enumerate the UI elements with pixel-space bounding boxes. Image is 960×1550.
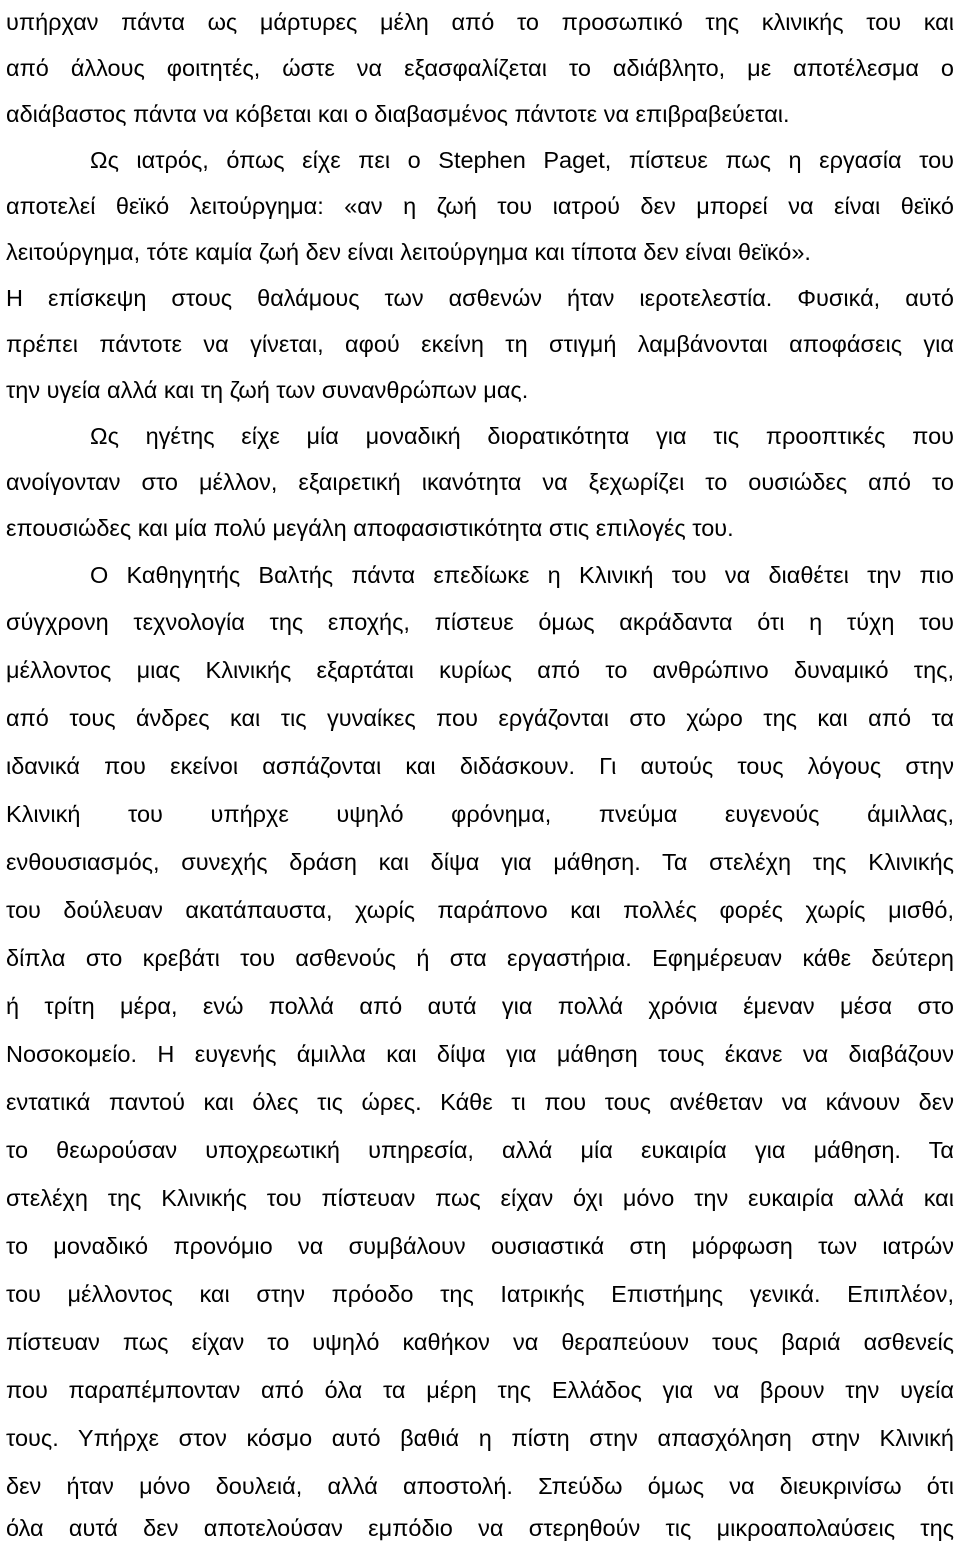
text-line: Νοσοκομείο. Η ευγενής άμιλλα και δίψα για μάθηση τους έκανε να διαβάζουν: [6, 1041, 954, 1067]
text-line: στελέχη της Κλινικής του πίστευαν πως είχαν όχι μόνο την ευκαιρία αλλά και: [6, 1185, 954, 1211]
text-line: Η επίσκεψη στους θαλάμους των ασθενών ήταν ιεροτελεστία. Φυσικά, αυτό: [6, 285, 954, 311]
text-line: ιδανικά που εκείνοι ασπάζονται και διδάσκουν. Γι αυτούς τους λόγους στην: [6, 753, 954, 779]
text-line: από τους άνδρες και τις γυναίκες που εργάζονται στο χώρο της και από τα: [6, 705, 954, 731]
text-line: ενθουσιασμός, συνεχής δράση και δίψα για μάθηση. Τα στελέχη της Κλινικής: [6, 849, 954, 875]
text-line: από άλλους φοιτητές, ώστε να εξασφαλίζεται το αδιάβλητο, με αποτέλεσμα ο: [6, 55, 954, 81]
text-line: λειτούργημα, τότε καμία ζωή δεν είναι λειτούργημα και τίποτα δεν είναι θεϊκό».: [6, 239, 811, 265]
text-line: μέλλοντος μιας Κλινικής εξαρτάται κυρίως από το ανθρώπινο δυναμικό της,: [6, 657, 954, 683]
text-line: ανοίγονταν στο μέλλον, εξαιρετική ικανότητα να ξεχωρίζει το ουσιώδες από το: [6, 469, 954, 495]
text-line: Κλινική του υπήρχε υψηλό φρόνημα, πνεύμα ευγενούς άμιλλας,: [6, 801, 954, 827]
text-line: την υγεία αλλά και τη ζωή των συνανθρώπων μας.: [6, 377, 529, 403]
text-line: δεν ήταν μόνο δουλειά, αλλά αποστολή. Σπεύδω όμως να διευκρινίσω ότι: [6, 1473, 954, 1499]
text-line: σύγχρονη τεχνολογία της εποχής, πίστευε όμως ακράδαντα ότι η τύχη του: [6, 609, 954, 635]
text-line: Ο Καθηγητής Βαλτής πάντα επεδίωκε η Κλινική του να διαθέτει την πιο: [90, 562, 954, 588]
text-line: το θεωρούσαν υποχρεωτική υπηρεσία, αλλά μία ευκαιρία για μάθηση. Τα: [6, 1137, 954, 1163]
text-line: Ως ιατρός, όπως είχε πει ο Stephen Paget, πίστευε πως η εργασία του: [90, 147, 954, 173]
text-line: αποτελεί θεϊκό λειτούργημα: «αν η ζωή του ιατρού δεν μπορεί να είναι θεϊκό: [6, 193, 954, 219]
text-line: όλα αυτά δεν αποτελούσαν εμπόδιο να στερηθούν τις μικροαπολαύσεις της: [6, 1515, 954, 1541]
text-line: δίπλα στο κρεβάτι του ασθενούς ή στα εργαστήρια. Εφημέρευαν κάθε δεύτερη: [6, 945, 954, 971]
text-line: του δούλευαν ακατάπαυστα, χωρίς παράπονο και πολλές φορές χωρίς μισθό,: [6, 897, 954, 923]
text-line: εντατικά παντού και όλες τις ώρες. Κάθε τι που τους ανέθεταν να κάνουν δεν: [6, 1089, 954, 1115]
text-line: πρέπει πάντοτε να γίνεται, αφού εκείνη τη στιγμή λαμβάνονται αποφάσεις για: [6, 331, 954, 357]
text-line: του μέλλοντος και στην πρόοδο της Ιατρικής Επιστήμης γενικά. Επιπλέον,: [6, 1281, 954, 1307]
text-line: ή τρίτη μέρα, ενώ πολλά από αυτά για πολλά χρόνια έμεναν μέσα στο: [6, 993, 954, 1019]
text-line: Ως ηγέτης είχε μία μοναδική διορατικότητα για τις προοπτικές που: [90, 423, 954, 449]
text-line: που παραπέμπονταν από όλα τα μέρη της Ελλάδος για να βρουν την υγεία: [6, 1377, 954, 1403]
text-line: αδιάβαστος πάντα να κόβεται και ο διαβασμένος πάντοτε να επιβραβεύεται.: [6, 101, 790, 127]
text-line: επουσιώδες και μία πολύ μεγάλη αποφασιστικότητα στις επιλογές του.: [6, 515, 734, 541]
text-line: τους. Υπήρχε στον κόσμο αυτό βαθιά η πίστη στην απασχόληση στην Κλινική: [6, 1425, 954, 1451]
text-line: το μοναδικό προνόμιο να συμβάλουν ουσιαστικά στη μόρφωση των ιατρών: [6, 1233, 954, 1259]
text-line: πίστευαν πως είχαν το υψηλό καθήκον να θεραπεύουν τους βαριά ασθενείς: [6, 1329, 954, 1355]
text-line: υπήρχαν πάντα ως μάρτυρες μέλη από το προσωπικό της κλινικής του και: [6, 9, 954, 35]
